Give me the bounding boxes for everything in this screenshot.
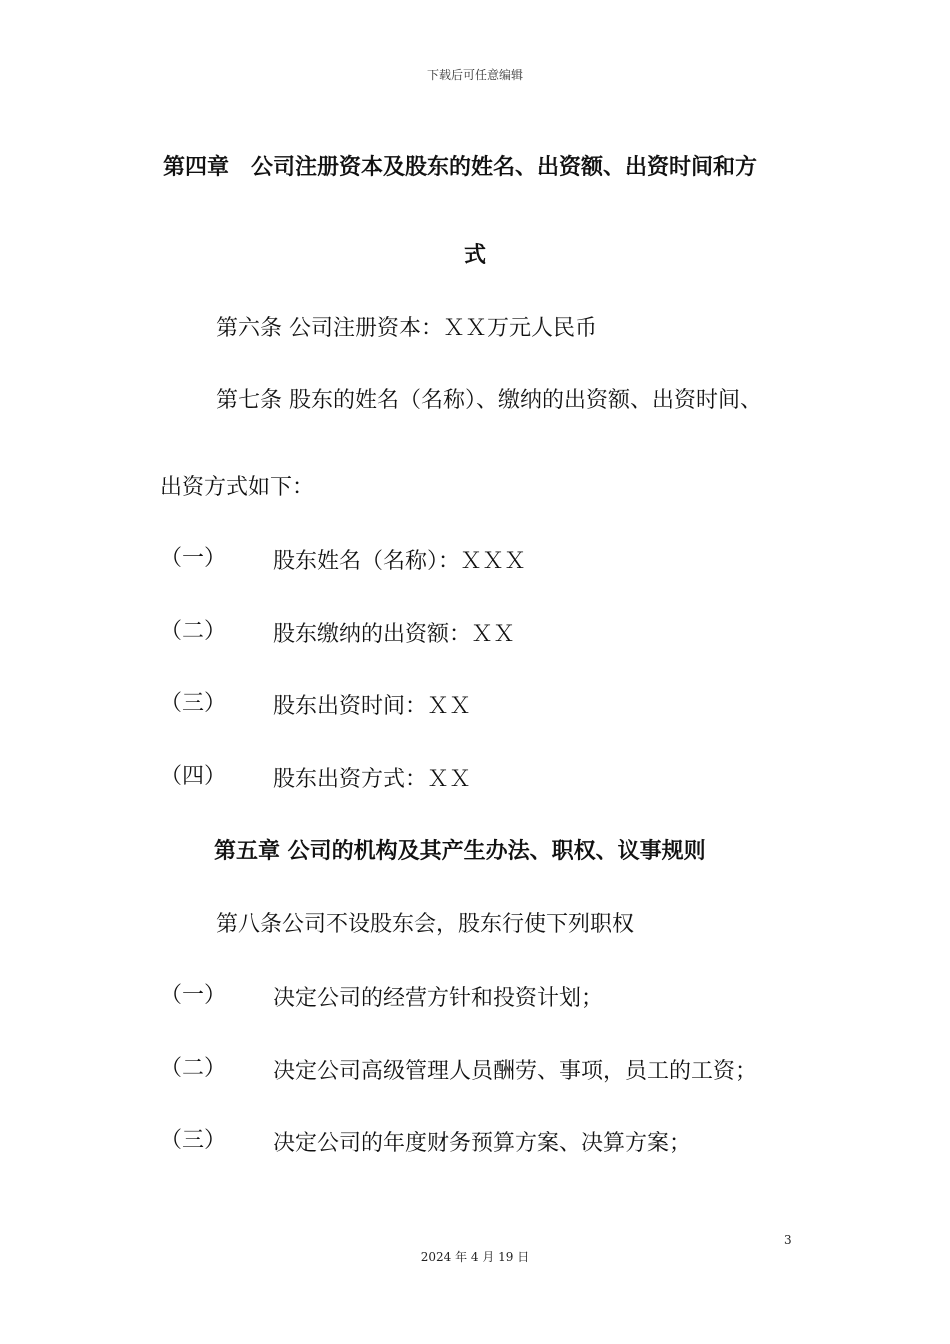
list-item-number: （四） xyxy=(160,764,227,789)
article-6: 第六条 公司注册资本：ＸＸ万元人民币 xyxy=(216,316,597,341)
list-item-number: （二） xyxy=(160,619,227,644)
list-item-text: 股东出资方式：ＸＸ xyxy=(273,767,472,792)
footer-date: 2024 年 4 月 19 日 xyxy=(420,1250,530,1264)
article-8: 第八条公司不设股东会，股东行使下列职权 xyxy=(216,912,635,937)
list-item-number: （三） xyxy=(160,1128,227,1153)
list-item-text: 决定公司的年度财务预算方案、决算方案； xyxy=(273,1131,692,1156)
page-header: 下载后可任意编辑 xyxy=(426,68,523,82)
list-item-text: 股东缴纳的出资额：ＸＸ xyxy=(273,622,516,647)
list-item-number: （二） xyxy=(160,1056,227,1081)
list-item-text: 决定公司高级管理人员酬劳、事项，员工的工资； xyxy=(273,1059,758,1084)
list-item-number: （一） xyxy=(160,983,227,1008)
list-item-text: 股东出资时间：ＸＸ xyxy=(273,694,472,719)
list-item-text: 决定公司的经营方针和投资计划； xyxy=(273,986,604,1011)
chapter-4-title-line-2: 式 xyxy=(464,243,487,268)
list-item-number: （三） xyxy=(160,691,227,716)
list-item-text: 股东姓名（名称）：ＸＸＸ xyxy=(273,549,527,574)
chapter-5-title: 第五章 公司的机构及其产生办法、职权、议事规则 xyxy=(214,839,706,864)
list-item-number: （一） xyxy=(160,546,227,571)
chapter-4-title-line-1: 第四章 公司注册资本及股东的姓名、出资额、出资时间和方 xyxy=(163,155,758,180)
article-7-line-2: 出资方式如下： xyxy=(160,475,315,500)
page-number: 3 xyxy=(784,1233,792,1247)
article-7-line-1: 第七条 股东的姓名（名称）、缴纳的出资额、出资时间、 xyxy=(216,388,762,413)
